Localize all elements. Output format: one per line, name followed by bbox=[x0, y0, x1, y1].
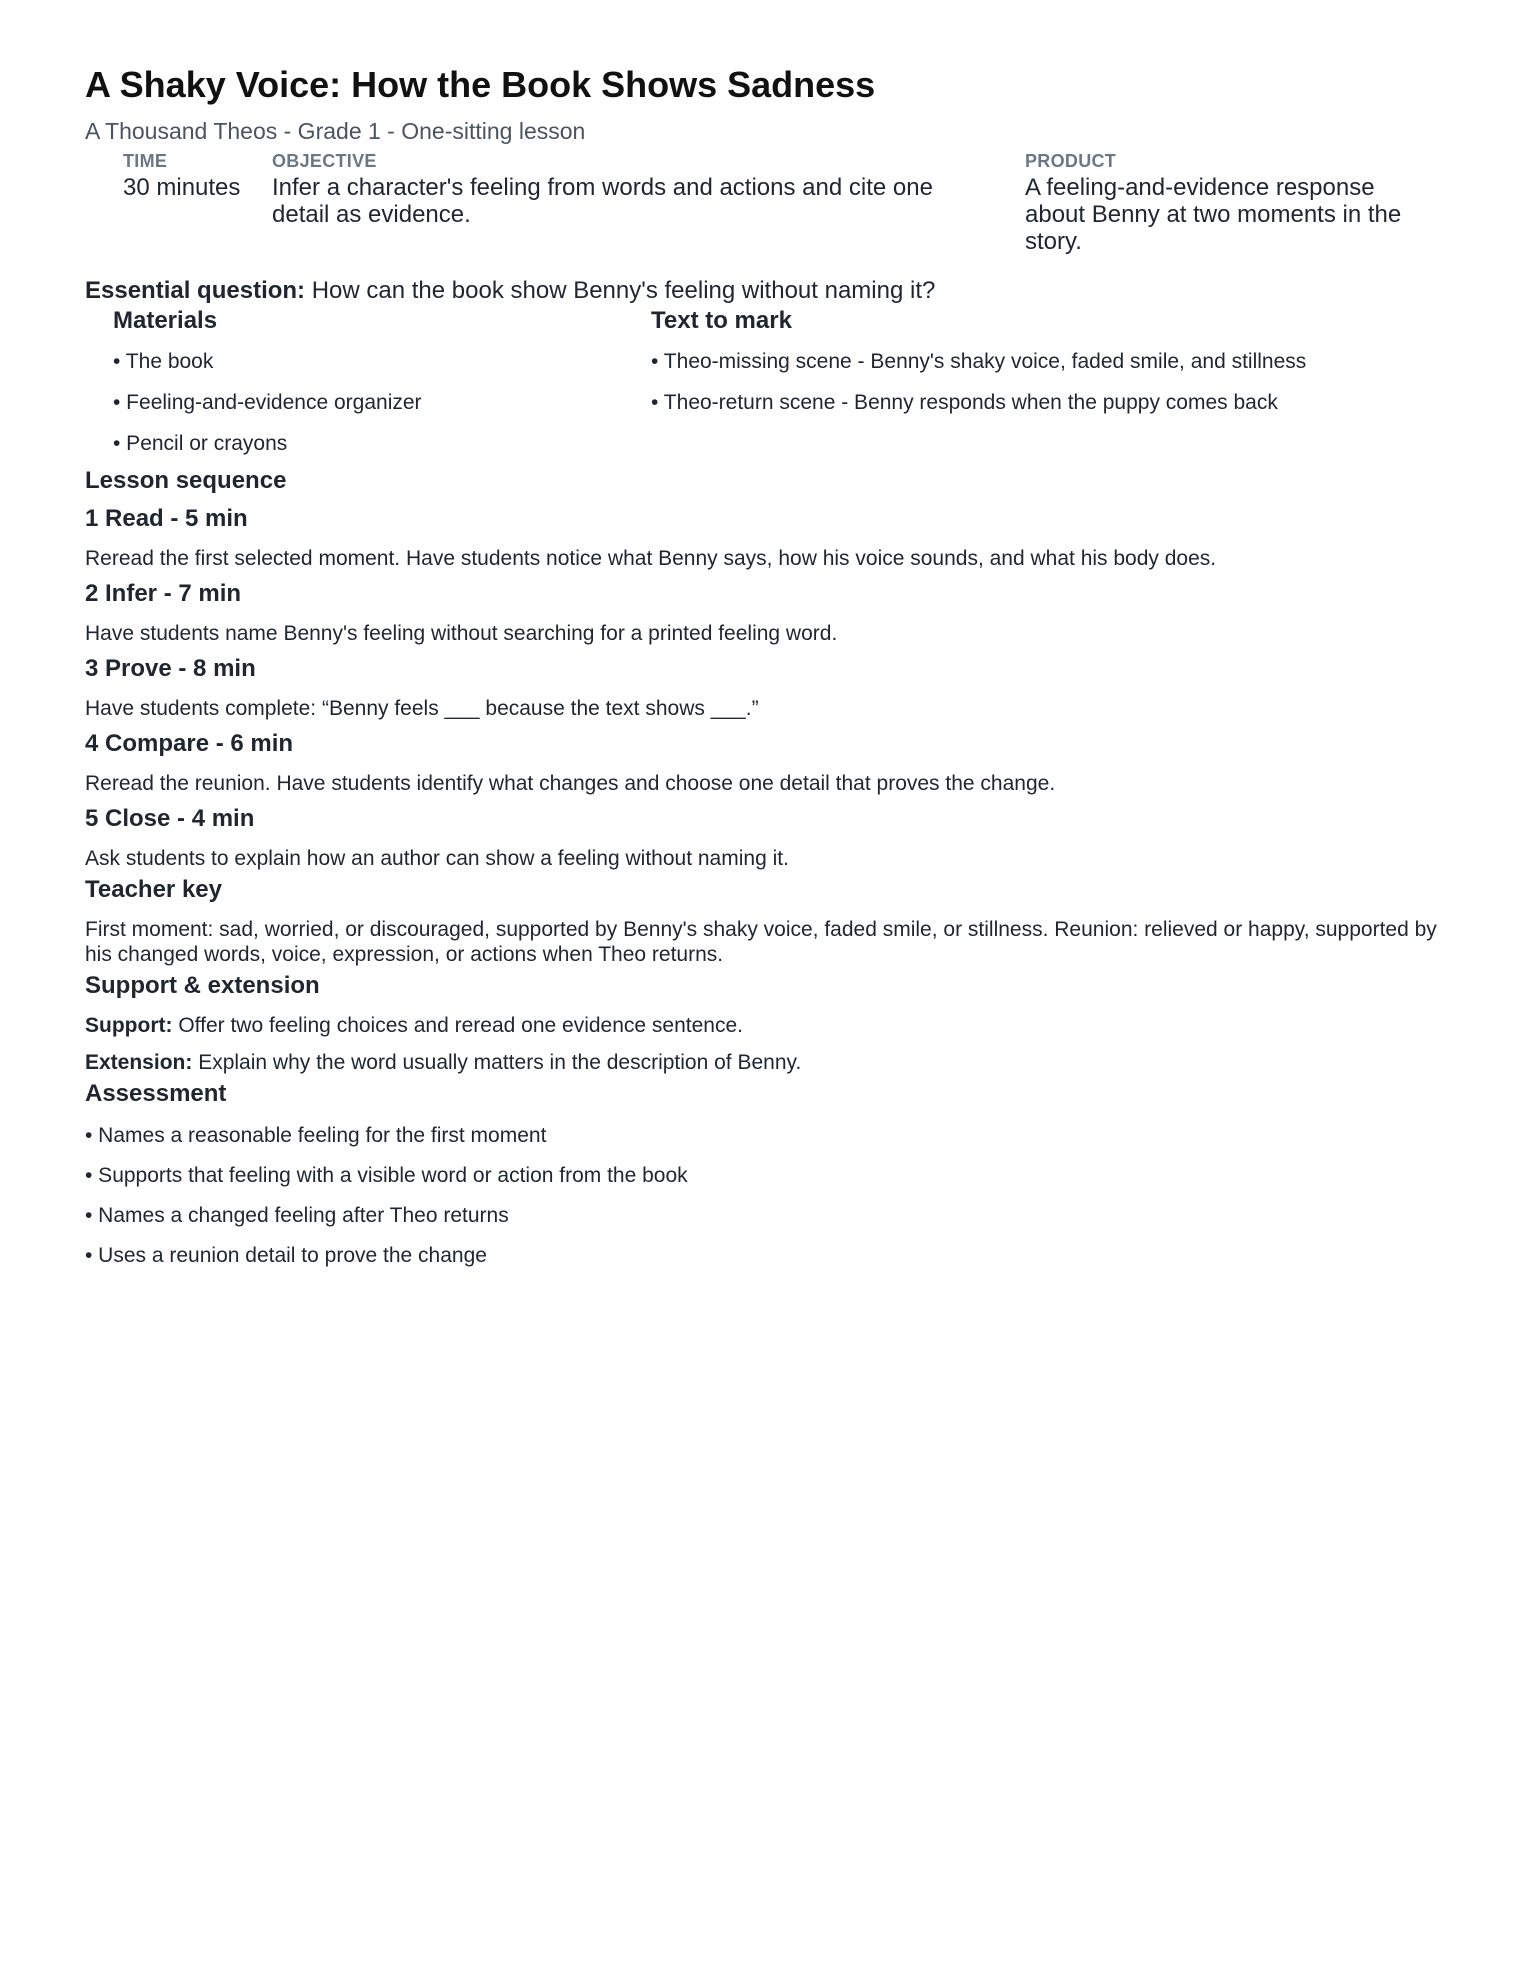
extension-line bbox=[85, 1050, 1445, 1075]
teacher-key-text: First moment: sad, worried, or discouraged, supported by Benny's shaky voice, faded smile, or stillness. Reunion: relieved or happy, supported by his changed words, voice, expression, or actions when Theo returns. bbox=[85, 918, 1437, 966]
meta-time bbox=[123, 150, 263, 201]
text-to-mark-column bbox=[651, 306, 1451, 416]
essential-question-text: How can the book show Benny's feeling without naming it? bbox=[311, 277, 936, 304]
step-title: 4 Compare - 6 min bbox=[85, 730, 294, 757]
assessment-heading: Assessment bbox=[85, 1080, 227, 1107]
materials-and-text bbox=[85, 306, 1445, 466]
meta-objective bbox=[272, 150, 992, 228]
step-text: Have students name Benny's feeling without searching for a printed feeling word. bbox=[85, 622, 838, 645]
step-text: Have students complete: “Benny feels ___ because the text shows ___.” bbox=[85, 697, 759, 720]
materials-item: • The book bbox=[113, 350, 214, 373]
lesson-meta bbox=[85, 150, 1445, 270]
assessment-item: • Names a changed feeling after Theo returns bbox=[85, 1204, 509, 1227]
materials-column bbox=[113, 306, 633, 457]
teacher-key-heading: Teacher key bbox=[85, 876, 222, 903]
lesson-sequence-heading: Lesson sequence bbox=[85, 467, 287, 494]
step-text: Reread the first selected moment. Have students notice what Benny says, how his voice sounds, and what his body does. bbox=[85, 547, 1217, 570]
support-label: Support: bbox=[85, 1014, 173, 1037]
materials-item: • Pencil or crayons bbox=[113, 432, 288, 455]
essential-question-label: Essential question: bbox=[85, 277, 306, 304]
step-text: Ask students to explain how an author can show a feeling without naming it. bbox=[85, 847, 789, 870]
support-heading: Support & extension bbox=[85, 972, 320, 999]
product-label: PRODUCT bbox=[1025, 151, 1117, 171]
step-text: Reread the reunion. Have students identify what changes and choose one detail that proves the change. bbox=[85, 772, 1056, 795]
time-label: TIME bbox=[123, 151, 168, 171]
product-value: A feeling-and-evidence response about Benny at two moments in the story. bbox=[1025, 174, 1402, 255]
materials-item: • Feeling-and-evidence organizer bbox=[113, 391, 422, 414]
assessment-item: • Supports that feeling with a visible word or action from the book bbox=[85, 1164, 688, 1187]
materials-heading: Materials bbox=[113, 307, 218, 334]
assessment-list bbox=[85, 1122, 1445, 1269]
meta-product bbox=[1025, 150, 1405, 255]
support-line bbox=[85, 1013, 1445, 1038]
assessment-item: • Names a reasonable feeling for the first moment bbox=[85, 1124, 547, 1147]
time-value: 30 minutes bbox=[123, 174, 241, 201]
extension-text: Explain why the word usually matters in the description of Benny. bbox=[198, 1051, 802, 1074]
objective-value: Infer a character's feeling from words and actions and cite one detail as evidence. bbox=[272, 174, 933, 228]
lesson-page bbox=[85, 62, 1445, 1269]
objective-label: OBJECTIVE bbox=[272, 151, 377, 171]
step-title: 5 Close - 4 min bbox=[85, 805, 255, 832]
page-title: A Shaky Voice: How the Book Shows Sadness bbox=[85, 64, 876, 105]
assessment-item: • Uses a reunion detail to prove the change bbox=[85, 1244, 487, 1267]
text-to-mark-item: • Theo-missing scene - Benny's shaky voice, faded smile, and stillness bbox=[651, 350, 1307, 373]
extension-label: Extension: bbox=[85, 1051, 193, 1074]
text-to-mark-item: • Theo-return scene - Benny responds when the puppy comes back bbox=[651, 391, 1278, 414]
lesson-sequence bbox=[85, 504, 1445, 871]
page-subtitle: A Thousand Theos - Grade 1 - One-sitting lesson bbox=[85, 118, 586, 144]
text-to-mark-heading: Text to mark bbox=[651, 307, 792, 334]
step-title: 2 Infer - 7 min bbox=[85, 580, 242, 607]
essential-question bbox=[85, 276, 1445, 306]
step-title: 1 Read - 5 min bbox=[85, 505, 248, 532]
support-text: Offer two feeling choices and reread one evidence sentence. bbox=[178, 1014, 743, 1037]
step-title: 3 Prove - 8 min bbox=[85, 655, 256, 682]
